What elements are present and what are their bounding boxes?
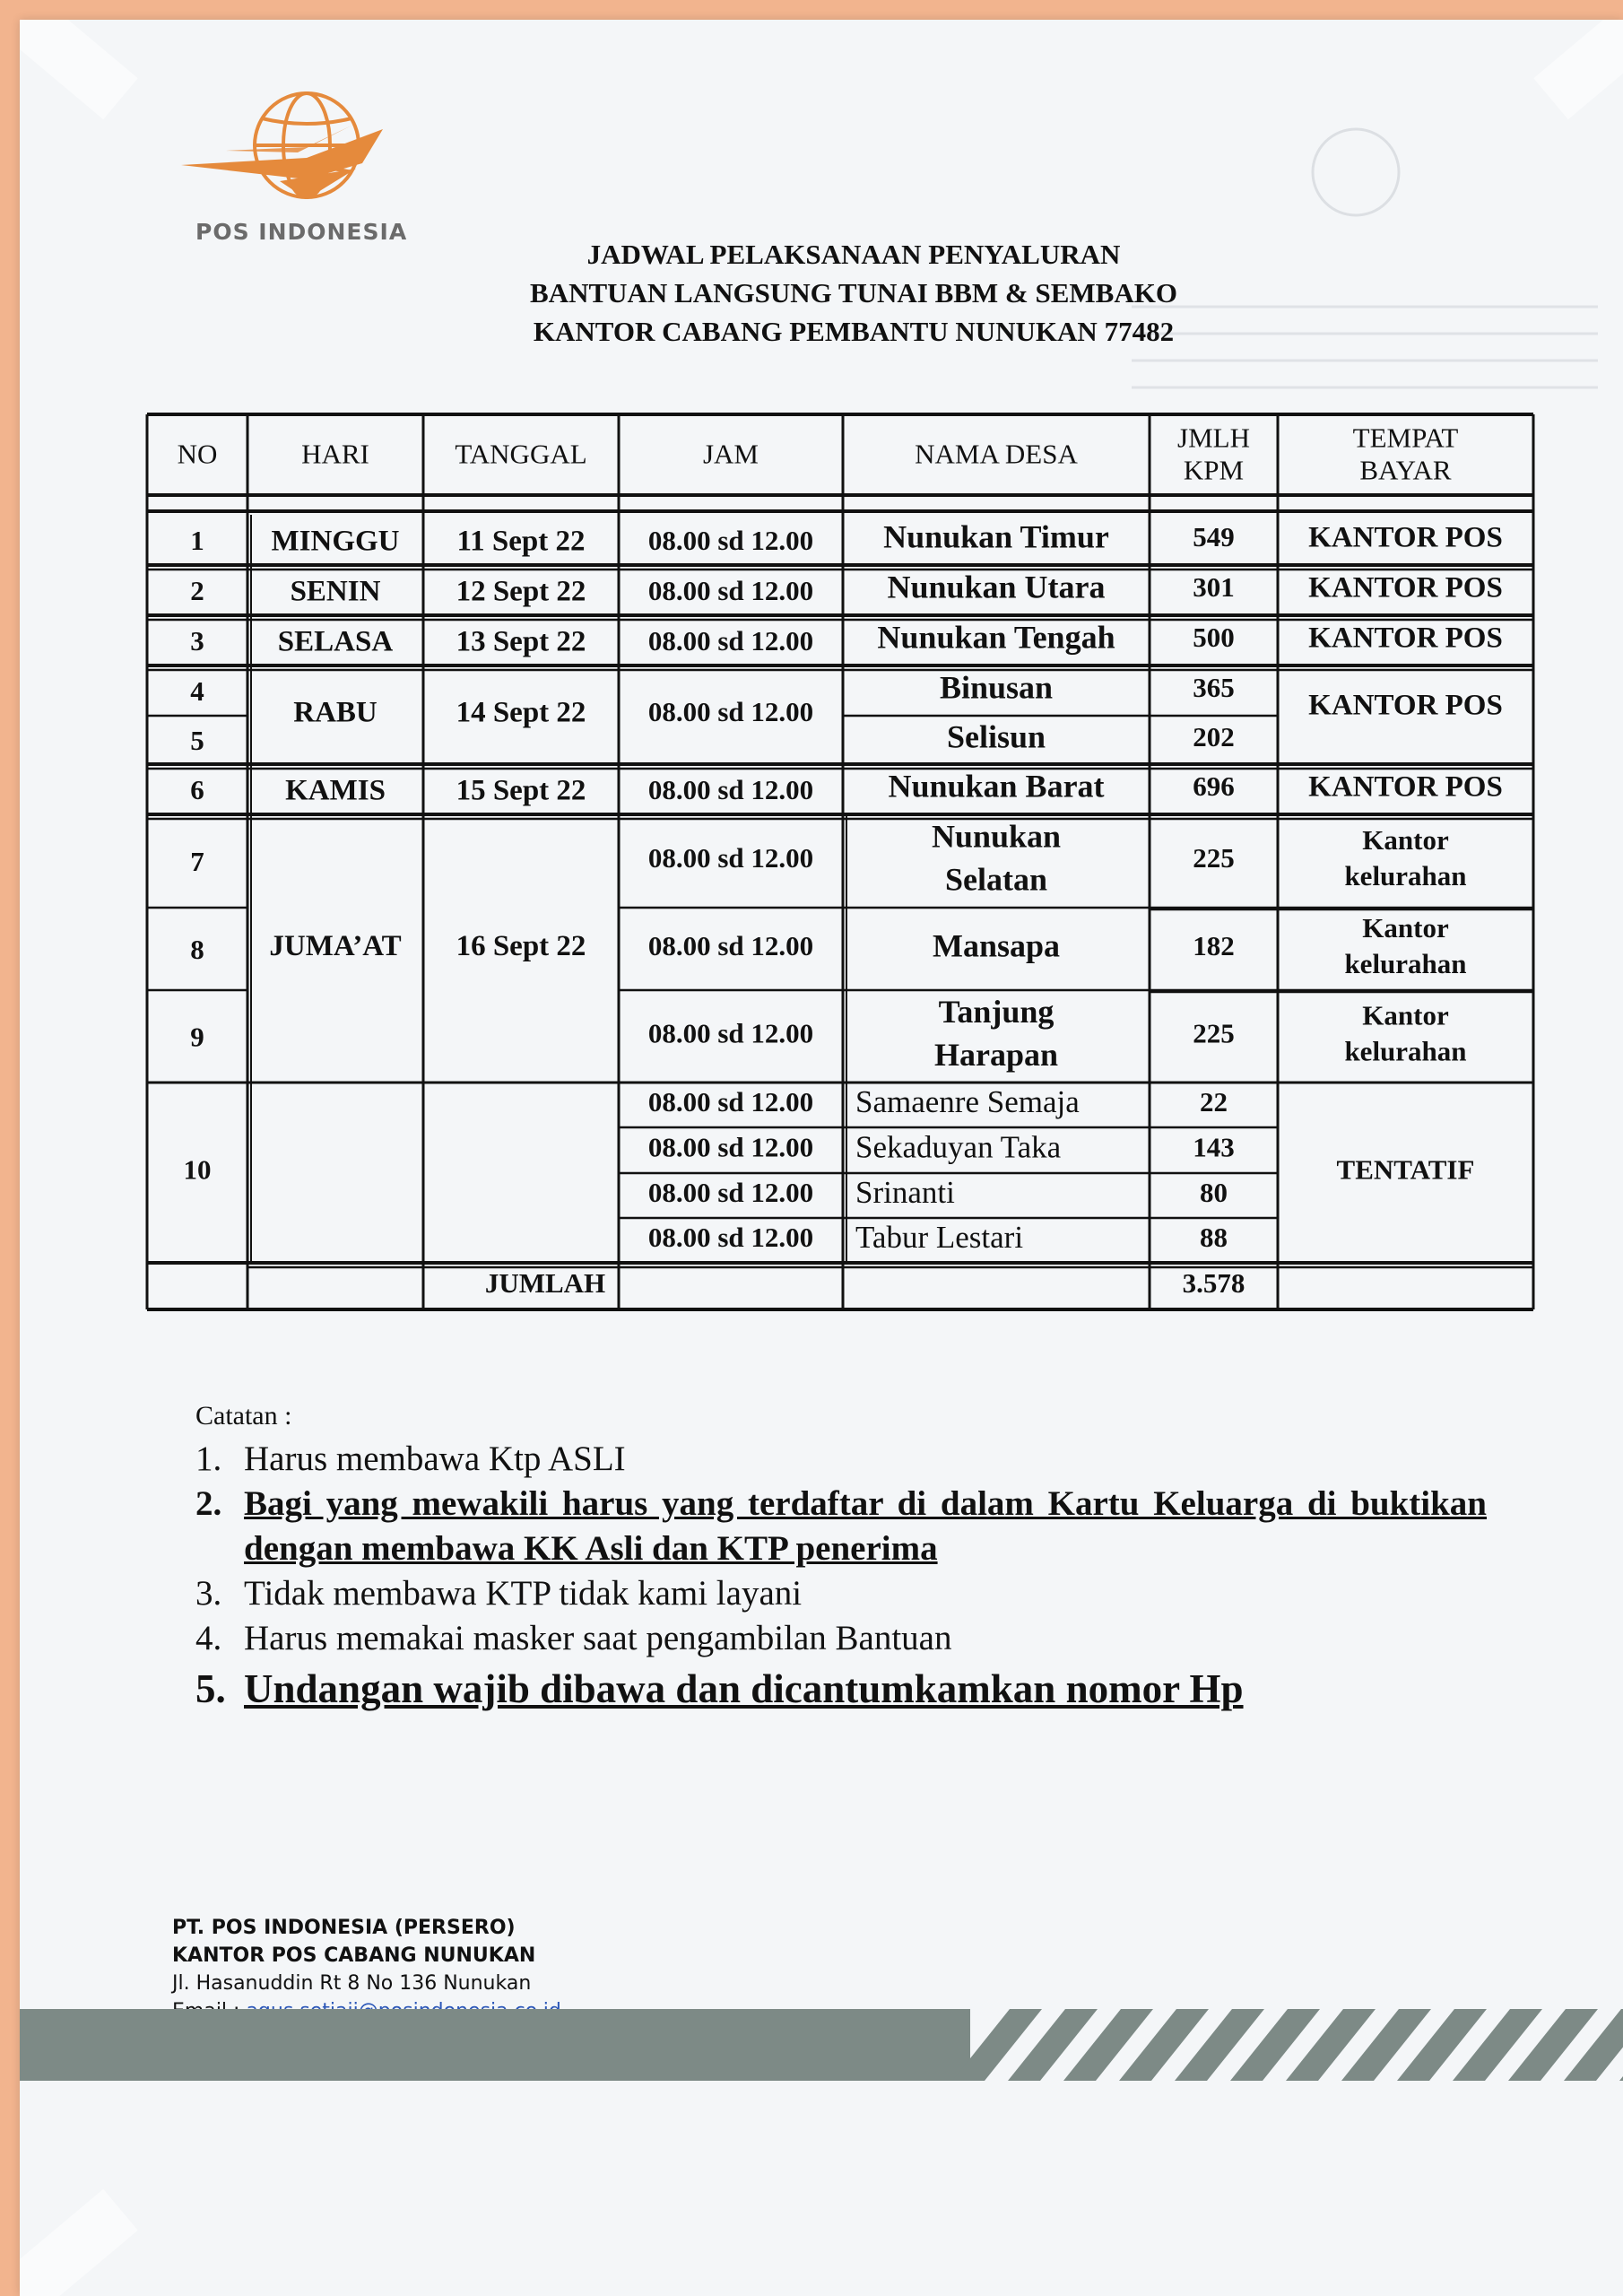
cell-jam: 08.00 sd 12.00 bbox=[647, 1177, 814, 1209]
cell-no: 7 bbox=[190, 846, 204, 878]
cell-jam: 08.00 sd 12.00 bbox=[647, 774, 814, 806]
notes-label: Catatan : bbox=[195, 1401, 292, 1431]
cell-nama-desa: Selatan bbox=[944, 861, 1048, 898]
cell-hari: KAMIS bbox=[285, 774, 386, 807]
cell-nama-desa: Nunukan Utara bbox=[887, 569, 1106, 605]
cell-kpm: 696 bbox=[1193, 770, 1235, 803]
note-text: Undangan wajib dibawa dan dicantumkamkan nomor Hp bbox=[244, 1666, 1244, 1711]
cell-hari: SELASA bbox=[277, 625, 394, 658]
note-text: Harus memakai masker saat pengambilan Bantuan bbox=[244, 1619, 952, 1657]
cell-jam: 08.00 sd 12.00 bbox=[647, 842, 814, 874]
cell-kpm: 80 bbox=[1200, 1177, 1228, 1209]
cell-hari: JUMA’AT bbox=[269, 930, 402, 963]
cell-tempat-bayar: Kantor bbox=[1362, 824, 1449, 857]
cell-tempat-bayar: KANTOR POS bbox=[1308, 571, 1503, 604]
cell-no: 4 bbox=[190, 675, 204, 708]
cell-kpm: 143 bbox=[1193, 1131, 1235, 1163]
tape-top-left bbox=[20, 20, 138, 119]
document-title bbox=[360, 235, 1347, 351]
note-item bbox=[195, 1482, 1487, 1571]
cell-nama-desa: Srinanti bbox=[855, 1175, 955, 1211]
cell-hari: MINGGU bbox=[271, 525, 400, 558]
column-header-kpm: JMLH bbox=[1177, 422, 1250, 454]
column-header-jam: JAM bbox=[702, 438, 759, 470]
cell-jam: 08.00 sd 12.00 bbox=[647, 930, 814, 962]
note-number: 1. bbox=[195, 1439, 222, 1478]
column-header-no: NO bbox=[177, 438, 218, 470]
cell-tanggal: 13 Sept 22 bbox=[456, 625, 586, 658]
cell-no: 3 bbox=[190, 625, 204, 657]
column-header-hari: HARI bbox=[301, 438, 369, 470]
cell-tanggal: 12 Sept 22 bbox=[456, 575, 586, 608]
cell-no: 10 bbox=[183, 1153, 212, 1186]
cell-jam: 08.00 sd 12.00 bbox=[647, 575, 814, 607]
cell-kpm: 22 bbox=[1200, 1086, 1228, 1118]
note-item bbox=[195, 1571, 1487, 1616]
cell-jam: 08.00 sd 12.00 bbox=[647, 696, 814, 728]
cell-jam: 08.00 sd 12.00 bbox=[647, 1086, 814, 1118]
cell-tempat-bayar: KANTOR POS bbox=[1308, 622, 1503, 655]
cell-jam: 08.00 sd 12.00 bbox=[647, 625, 814, 657]
cell-tempat-bayar: TENTATIF bbox=[1336, 1153, 1475, 1186]
cell-no: 6 bbox=[190, 774, 204, 806]
cell-no: 2 bbox=[190, 575, 204, 607]
tape-top-right bbox=[1533, 20, 1623, 119]
cell-kpm: 365 bbox=[1193, 672, 1235, 704]
total-label: JUMLAH bbox=[484, 1267, 606, 1300]
cell-tanggal: 15 Sept 22 bbox=[456, 774, 586, 807]
note-number: 2. bbox=[195, 1484, 222, 1523]
document-page bbox=[20, 20, 1623, 2296]
cell-tempat-bayar: kelurahan bbox=[1344, 860, 1467, 892]
cell-nama-desa: Nunukan bbox=[931, 818, 1062, 855]
cell-kpm: 88 bbox=[1200, 1222, 1228, 1254]
cell-kpm: 225 bbox=[1193, 842, 1235, 874]
cell-kpm: 301 bbox=[1193, 571, 1235, 604]
note-text: Tidak membawa KTP tidak kami layani bbox=[244, 1574, 803, 1613]
column-header-tempat: TEMPAT bbox=[1352, 422, 1459, 454]
cell-tempat-bayar: KANTOR POS bbox=[1308, 770, 1503, 804]
cell-tempat-bayar: Kantor bbox=[1362, 999, 1449, 1031]
note-item bbox=[195, 1437, 1487, 1482]
cell-tanggal: 14 Sept 22 bbox=[456, 696, 586, 729]
note-text: Harus membawa Ktp ASLI bbox=[244, 1439, 626, 1478]
column-header-tanggal: TANGGAL bbox=[455, 438, 587, 470]
footer-street: Jl. Hasanuddin Rt 8 No 136 Nunukan bbox=[172, 1972, 532, 1995]
cell-no: 5 bbox=[190, 725, 204, 757]
column-header-kpm: KPM bbox=[1183, 454, 1245, 486]
cell-tempat-bayar: kelurahan bbox=[1344, 948, 1467, 980]
cell-hari: RABU bbox=[293, 696, 378, 729]
cell-nama-desa: Nunukan Timur bbox=[883, 518, 1109, 555]
cell-kpm: 202 bbox=[1193, 721, 1235, 753]
note-number: 3. bbox=[195, 1574, 222, 1613]
notes-list bbox=[195, 1437, 1487, 1711]
cell-jam: 08.00 sd 12.00 bbox=[647, 1131, 814, 1163]
cell-kpm: 225 bbox=[1193, 1017, 1235, 1049]
cell-nama-desa: Tabur Lestari bbox=[855, 1220, 1024, 1256]
note-item bbox=[195, 1616, 1487, 1661]
cell-no: 8 bbox=[190, 934, 204, 966]
title-line: KANTOR CABANG PEMBANTU NUNUKAN 77482 bbox=[533, 316, 1175, 347]
cell-tempat-bayar: KANTOR POS bbox=[1308, 689, 1503, 722]
cell-kpm: 182 bbox=[1193, 930, 1235, 962]
cell-nama-desa: Mansapa bbox=[932, 927, 1061, 964]
note-item bbox=[195, 1666, 1487, 1711]
cell-nama-desa: Tanjung bbox=[938, 993, 1055, 1030]
notes-section bbox=[195, 1401, 1487, 1711]
cell-jam: 08.00 sd 12.00 bbox=[647, 525, 814, 557]
cell-nama-desa: Nunukan Barat bbox=[888, 768, 1105, 804]
cell-kpm: 500 bbox=[1193, 622, 1235, 654]
column-header-nama-desa: NAMA DESA bbox=[915, 438, 1078, 470]
logo-text: POS INDONESIA bbox=[195, 219, 408, 245]
note-text: Bagi yang mewakili harus yang terdaftar di dalam Kartu Keluarga di buktikan dengan membawa KK Asli dan KTP penerima bbox=[244, 1484, 1487, 1568]
note-number: 5. bbox=[195, 1666, 226, 1711]
title-line: BANTUAN LANGSUNG TUNAI BBM & SEMBAKO bbox=[530, 277, 1177, 309]
note-number: 4. bbox=[195, 1619, 222, 1657]
cell-kpm: 549 bbox=[1193, 521, 1235, 553]
cell-nama-desa: Nunukan Tengah bbox=[877, 619, 1115, 656]
cell-no: 9 bbox=[190, 1021, 204, 1053]
title-line: JADWAL PELAKSANAAN PENYALURAN bbox=[586, 239, 1121, 270]
footer-office: KANTOR POS CABANG NUNUKAN bbox=[172, 1944, 536, 1967]
cell-nama-desa: Sekaduyan Taka bbox=[855, 1129, 1062, 1165]
cell-nama-desa: Samaenre Semaja bbox=[855, 1084, 1080, 1120]
cell-tanggal: 16 Sept 22 bbox=[456, 930, 586, 963]
schedule-table bbox=[143, 396, 1537, 1338]
tape-bottom-left bbox=[20, 2189, 138, 2296]
cell-tempat-bayar: Kantor bbox=[1362, 912, 1449, 944]
column-header-tempat: BAYAR bbox=[1359, 454, 1452, 486]
footer-stripe-band bbox=[20, 2009, 1623, 2095]
cell-hari: SENIN bbox=[290, 575, 381, 608]
cell-tanggal: 11 Sept 22 bbox=[456, 525, 586, 558]
cell-tempat-bayar: KANTOR POS bbox=[1308, 521, 1503, 554]
cell-no: 1 bbox=[190, 525, 204, 557]
cell-nama-desa: Selisun bbox=[946, 718, 1046, 755]
cell-jam: 08.00 sd 12.00 bbox=[647, 1222, 814, 1254]
total-kpm: 3.578 bbox=[1182, 1267, 1245, 1300]
cell-nama-desa: Binusan bbox=[939, 669, 1054, 706]
footer-company: PT. POS INDONESIA (PERSERO) bbox=[172, 1917, 516, 1939]
cell-nama-desa: Harapan bbox=[933, 1036, 1059, 1073]
cell-tempat-bayar: kelurahan bbox=[1344, 1035, 1467, 1067]
cell-jam: 08.00 sd 12.00 bbox=[647, 1017, 814, 1049]
